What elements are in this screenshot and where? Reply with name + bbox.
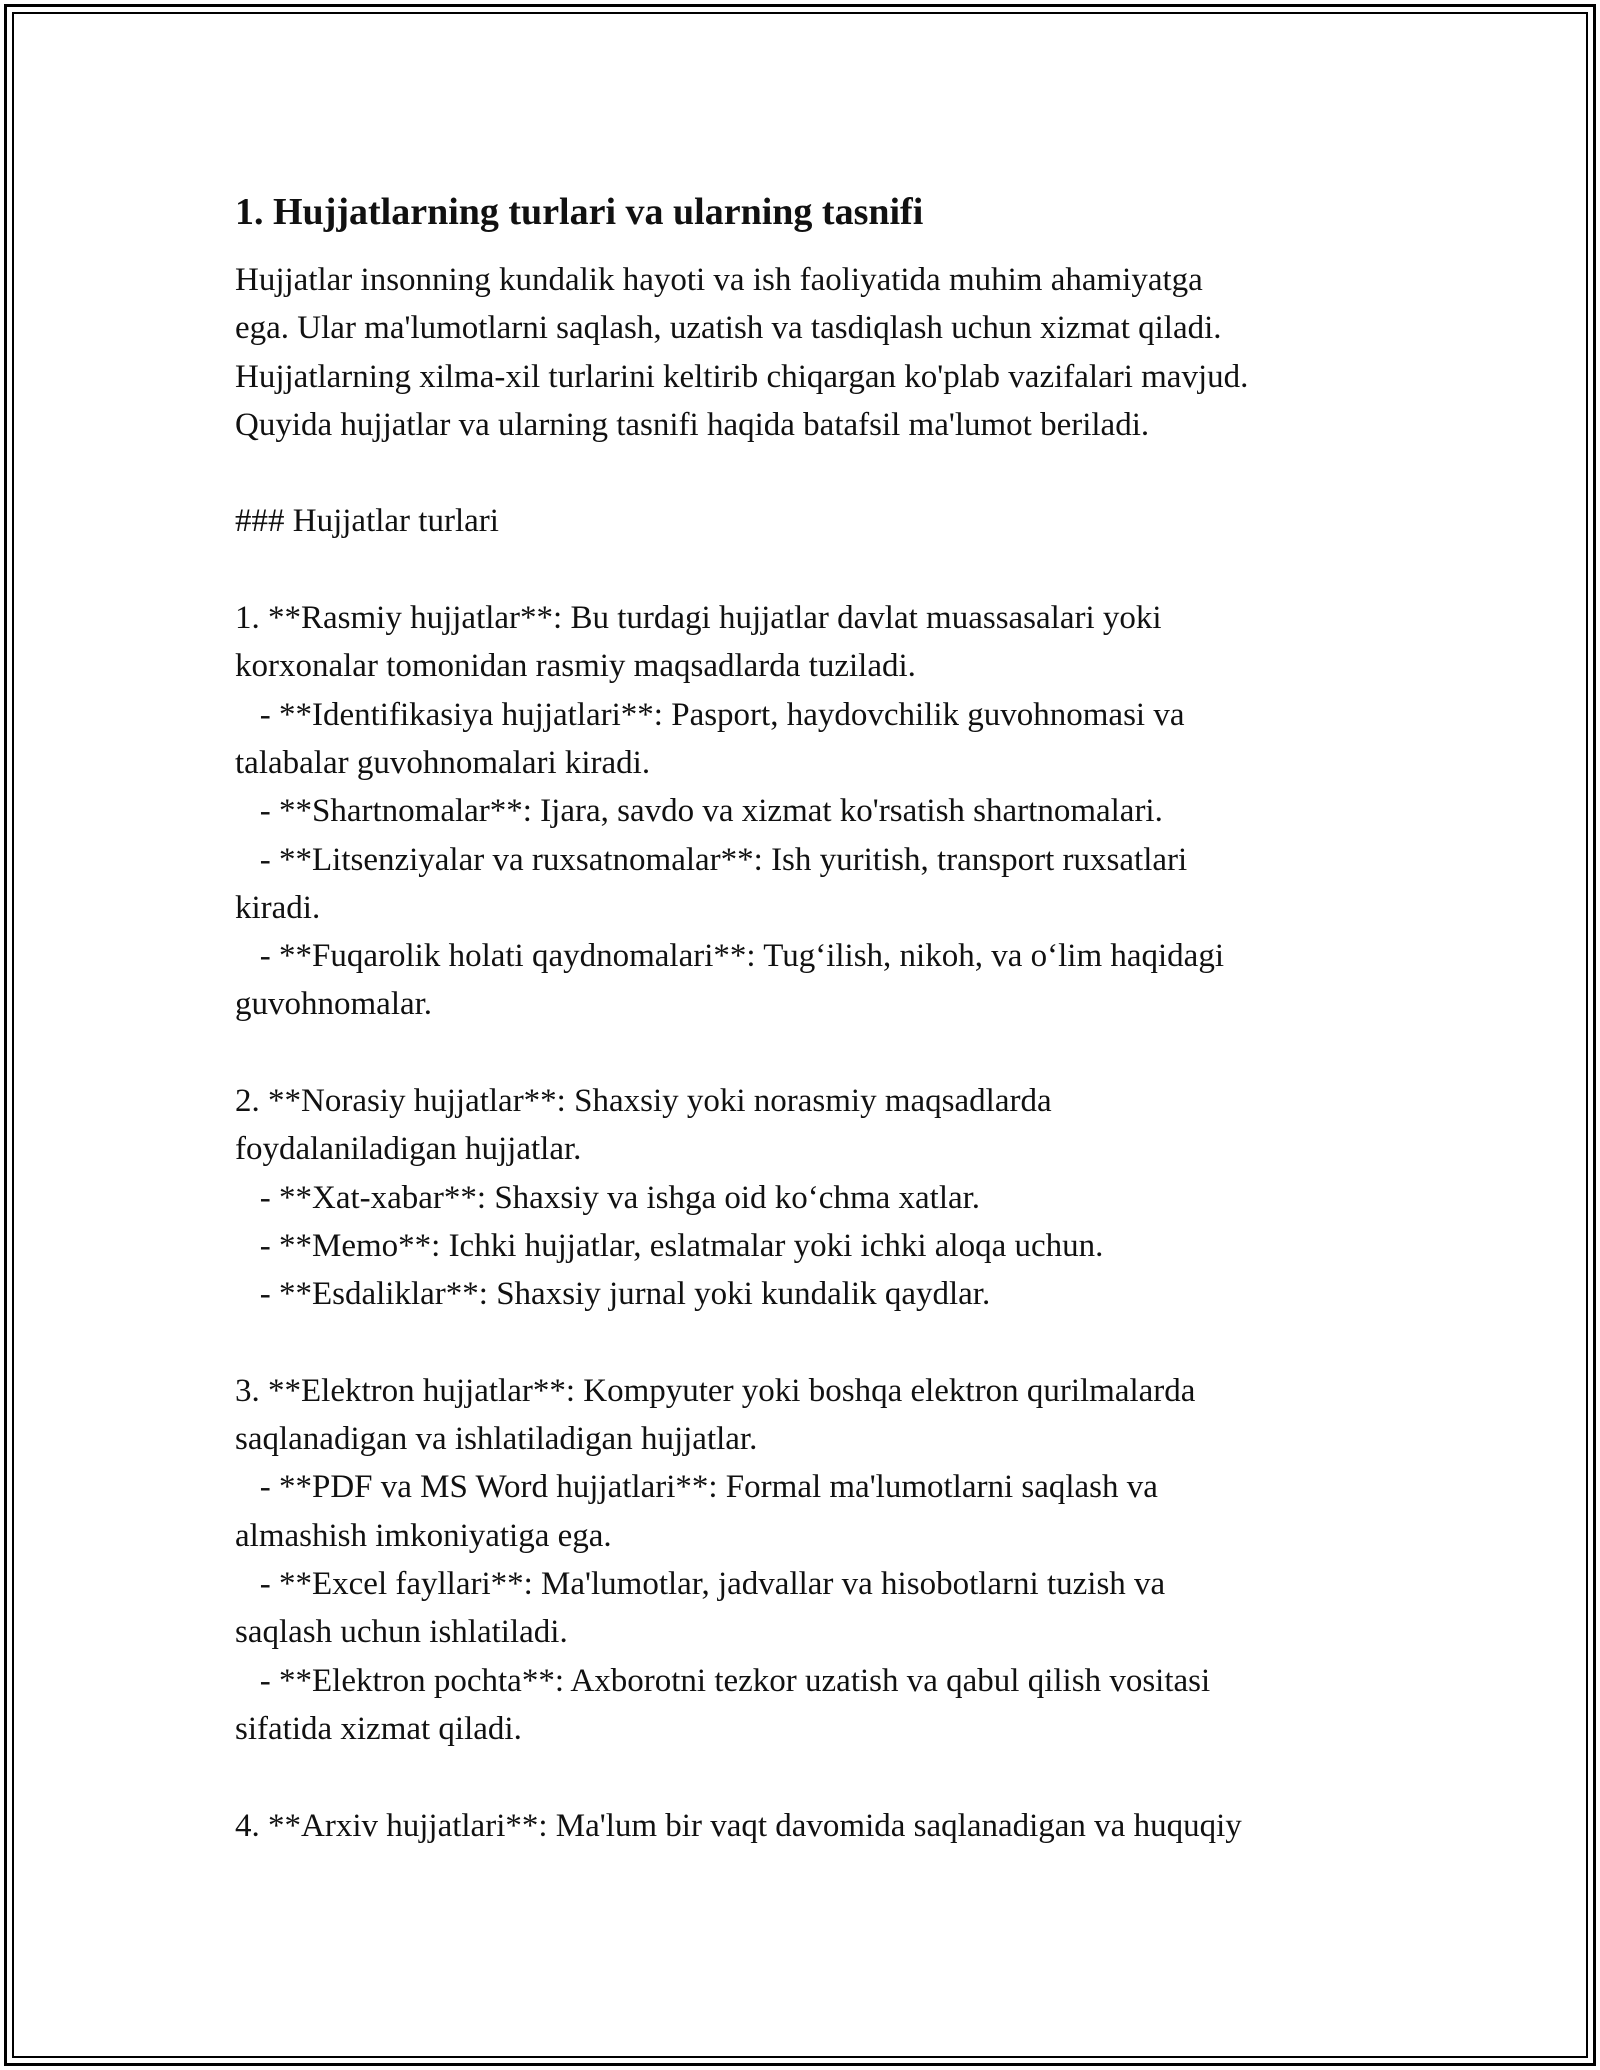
blank-line (235, 1029, 1385, 1077)
text-line: - **Esdaliklar**: Shaxsiy jurnal yoki kundalik qaydlar. (235, 1276, 991, 1313)
text-line: Hujjatlarning xilma-xil turlarini keltirib chiqargan ko'plab vazifalari mavjud. (235, 358, 1249, 395)
text-line: saqlash uchun ishlatiladi. (235, 1614, 568, 1651)
text-line: kiradi. (235, 889, 321, 926)
text-line: almashish imkoniyatiga ega. (235, 1517, 612, 1554)
document-body (235, 186, 1385, 1850)
text-line: talabalar guvohnomalari kiradi. (235, 744, 651, 781)
text-line: 2. **Norasiy hujjatlar**: Shaxsiy yoki norasmiy maqsadlarda (235, 1083, 1052, 1120)
text-line: - **Memo**: Ichki hujjatlar, eslatmalar yoki ichki aloqa uchun. (235, 1227, 1104, 1264)
text-line: ### Hujjatlar turlari (235, 503, 499, 540)
text-line: - **Elektron pochta**: Axborotni tezkor uzatish va qabul qilish vositasi (235, 1662, 1211, 1699)
text-line: - **Fuqarolik holati qaydnomalari**: Tug‘ilish, nikoh, va o‘lim haqidagi (235, 938, 1225, 975)
text-line: - **Litsenziyalar va ruxsatnomalar**: Ish yuritish, transport ruxsatlari (235, 841, 1188, 878)
text-line: - **Identifikasiya hujjatlari**: Pasport, haydovchilik guvohnomasi va (235, 696, 1185, 733)
text-line: foydalaniladigan hujjatlar. (235, 1131, 582, 1168)
text-line: - **PDF va MS Word hujjatlari**: Formal ma'lumotlarni saqlash va (235, 1469, 1158, 1506)
text-line: - **Xat-xabar**: Shaxsiy va ishga oid ko‘chma xatlar. (235, 1179, 981, 1216)
blank-line (235, 1319, 1385, 1367)
text-line: 3. **Elektron hujjatlar**: Kompyuter yoki boshqa elektron qurilmalarda (235, 1372, 1196, 1409)
text-line: Quyida hujjatlar va ularning tasnifi haqida batafsil ma'lumot beriladi. (235, 406, 1150, 443)
text-line: guvohnomalar. (235, 986, 433, 1023)
blank-line (235, 546, 1385, 594)
text-line: 4. **Arxiv hujjatlari**: Ma'lum bir vaqt davomida saqlanadigan va huquqiy (235, 1807, 1242, 1844)
text-line: 1. **Rasmiy hujjatlar**: Bu turdagi hujjatlar davlat muassasalari yoki (235, 600, 1162, 637)
text-line: - **Excel fayllari**: Ma'lumotlar, jadvallar va hisobotlarni tuzish va (235, 1566, 1166, 1603)
text-line: sifatida xizmat qiladi. (235, 1710, 522, 1747)
blank-line (235, 1753, 1385, 1801)
text-line: - **Shartnomalar**: Ijara, savdo va xizmat ko'rsatish shartnomalari. (235, 793, 1163, 830)
document-text (235, 256, 1385, 1850)
text-line: Hujjatlar insonning kundalik hayoti va ish faoliyatida muhim ahamiyatga (235, 262, 1203, 298)
text-line: saqlanadigan va ishlatiladigan hujjatlar. (235, 1421, 758, 1458)
text-line: korxonalar tomonidan rasmiy maqsadlarda tuziladi. (235, 648, 916, 685)
document-heading: 1. Hujjatlarning turlari va ularning tasnifi (235, 191, 924, 233)
text-line: ega. Ular ma'lumotlarni saqlash, uzatish va tasdiqlash uchun xizmat qiladi. (235, 310, 1222, 347)
blank-line (235, 449, 1385, 497)
